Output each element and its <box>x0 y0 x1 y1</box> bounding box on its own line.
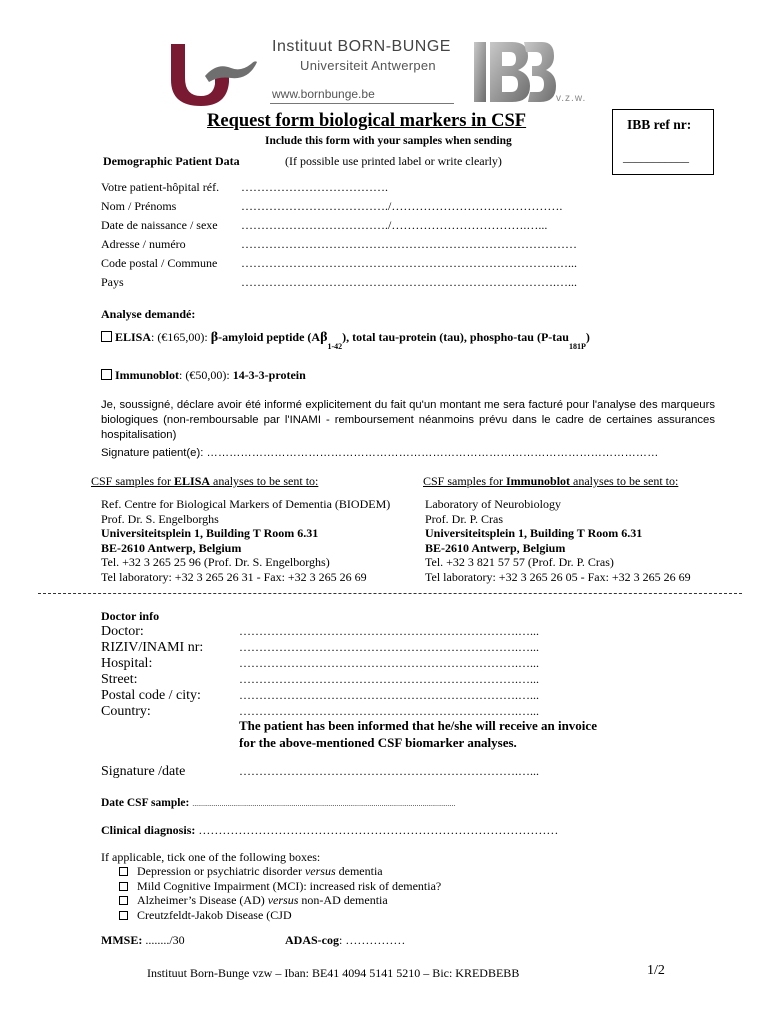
field-label: Hospital: <box>101 656 153 671</box>
page-title: Request form biological markers in CSF <box>207 111 527 131</box>
immunoblot-price: : (€50,00): <box>179 368 233 382</box>
clinical-diagnosis-label: Clinical diagnosis: <box>101 823 196 837</box>
immunoblot-address <box>425 497 691 584</box>
website-link[interactable]: www.bornbunge.be <box>272 87 375 101</box>
doctor-field-hospital[interactable] <box>101 656 539 672</box>
field-dots[interactable]: ………………………………./…………………………….…... <box>241 218 548 232</box>
page-number: 1/2 <box>647 963 665 978</box>
doctor-field-postal[interactable] <box>101 688 539 704</box>
clinical-diagnosis-row[interactable] <box>101 823 558 838</box>
tick-text: versus <box>267 893 299 907</box>
elisa-text: ) <box>585 330 590 344</box>
field-dots[interactable]: …………………………………………………………….…... <box>239 640 539 654</box>
beta-symbol: β <box>320 330 328 345</box>
address-line: Ref. Centre for Biological Markers of Dementia (BIODEM) <box>101 497 391 511</box>
address-line: Universiteitsplein 1, Building T Room 6.31 <box>425 526 643 540</box>
university-name: Universiteit Antwerpen <box>300 58 436 73</box>
website-underline <box>270 103 454 104</box>
tick-item-ad[interactable] <box>119 893 441 908</box>
patient-field-postal[interactable] <box>101 256 577 271</box>
patient-field-address[interactable] <box>101 237 577 252</box>
address-line: Universiteitsplein 1, Building T Room 6.31 <box>101 526 319 540</box>
address-line: Tel laboratory: +32 3 265 26 31 - Fax: +32 3 265 26 69 <box>101 569 367 584</box>
cut-line-divider <box>38 593 742 594</box>
field-dots[interactable]: …………………………………………………………….…... <box>239 656 539 670</box>
doctor-signature-dots[interactable]: …………………………………………………………….…... <box>239 764 539 778</box>
elisa-price: : (€165,00): <box>151 330 211 344</box>
institute-name: Instituut BORN-BUNGE <box>272 38 451 55</box>
tick-item-mci[interactable] <box>119 879 441 894</box>
immunoblot-shipping-heading <box>423 474 678 489</box>
tick-text: dementia <box>335 864 383 878</box>
doctor-signature-label: Signature /date <box>101 764 186 779</box>
patient-informed-notice: The patient has been informed that he/she will receive an invoice for the above-mentioned CSF biomarker analyses. <box>239 718 597 750</box>
field-dots[interactable]: ………………………………………………………………………… <box>241 237 577 251</box>
patient-signature-label: Signature patient(e): <box>101 447 207 459</box>
tick-checkbox[interactable] <box>119 882 128 891</box>
field-label: Pays <box>101 275 124 289</box>
field-label: Code postal / Commune <box>101 256 218 270</box>
field-dots[interactable]: ………………………………. <box>241 180 388 194</box>
immunoblot-label: Immunoblot <box>115 368 180 382</box>
heading-part: Immunoblot <box>506 474 571 488</box>
heading-part: CSF samples for <box>91 474 175 488</box>
field-label: Doctor: <box>101 624 144 639</box>
field-label: Postal code / city: <box>101 688 201 703</box>
page-subtitle: Include this form with your samples when sending <box>265 135 512 147</box>
tick-text: Alzheimer’s Disease (AD) <box>137 893 268 907</box>
ibb-ref-field[interactable]: ___________ <box>623 150 689 164</box>
field-dots[interactable]: …………………………………………………………………….…... <box>241 275 577 289</box>
footer-bank-info: Instituut Born-Bunge vzw – Iban: BE41 4094 5141 5210 – Bic: KREDBEBB <box>147 966 520 980</box>
field-label: Adresse / numéro <box>101 237 186 251</box>
ibb-ref-box <box>612 109 714 175</box>
immunoblot-option[interactable] <box>101 368 306 383</box>
field-dots[interactable]: …………………………………………………………….…... <box>239 672 539 686</box>
doctor-field-name[interactable] <box>101 624 539 640</box>
tick-text: Creutzfeldt-Jakob Disease (CJD <box>137 907 292 922</box>
elisa-checkbox[interactable] <box>101 331 112 342</box>
tick-checkbox[interactable] <box>119 896 128 905</box>
doctor-field-street[interactable] <box>101 672 539 688</box>
mmse-value[interactable]: ......../30 <box>142 933 185 947</box>
tick-checkbox[interactable] <box>119 911 128 920</box>
tick-text: Depression or psychiatric disorder <box>137 864 305 878</box>
elisa-label: ELISA <box>115 330 152 344</box>
analysis-heading: Analyse demandé: <box>101 307 196 321</box>
patient-field-ref[interactable] <box>101 180 388 195</box>
field-label: Date de naissance / sexe <box>101 218 218 232</box>
immunoblot-checkbox[interactable] <box>101 369 112 380</box>
address-line: Laboratory of Neurobiology <box>425 497 561 511</box>
tick-item-cjd[interactable] <box>119 908 441 923</box>
mmse-label: MMSE: <box>101 933 143 947</box>
ibb-ref-label: IBB ref nr: <box>627 117 692 132</box>
field-label: Votre patient-hôpital réf. <box>101 180 220 194</box>
patient-hint: (If possible use printed label or write clearly) <box>285 154 502 168</box>
elisa-text: ), total tau-protein (tau), phospho-tau (P-tau <box>342 330 569 344</box>
elisa-sub: 181P <box>568 342 586 351</box>
patient-signature-row[interactable] <box>101 447 658 459</box>
heading-part: analyses to be sent to: <box>570 474 679 488</box>
address-line: Tel. +32 3 265 25 96 (Prof. Dr. S. Engelborghs) <box>101 555 330 569</box>
address-line: BE-2610 Antwerp, Belgium <box>101 540 242 555</box>
address-line: Prof. Dr. P. Cras <box>425 511 504 526</box>
beta-symbol: β <box>210 330 219 345</box>
address-line: BE-2610 Antwerp, Belgium <box>425 540 566 555</box>
tick-checkbox[interactable] <box>119 867 128 876</box>
field-label: Street: <box>101 672 138 687</box>
field-dots[interactable]: …………………………………………………………………….…... <box>241 256 577 270</box>
adas-value[interactable]: : …………… <box>339 933 406 947</box>
adas-label: ADAS-cog <box>285 933 339 947</box>
declaration-text: Je, soussigné, déclare avoir été informé explicitement du fait qu'un montant me sera facturé pour l'analyse des marqueurs biologiques (non-remboursable par l'INAMI - remboursement néanmoins prévu dans le cadre de certaines assurances hospitalisation) <box>101 399 715 441</box>
date-csf-dots[interactable]: ....................................................................................................................................... <box>192 800 456 808</box>
vzw-label: v.z.w. <box>556 93 587 104</box>
field-label: RIZIV/INAMI nr: <box>101 640 204 655</box>
patient-signature-dots[interactable]: ………………………………………………………………………………………………………… <box>206 447 659 459</box>
field-dots[interactable]: …………………………………………………………….…... <box>239 624 539 638</box>
tick-text: Mild Cognitive Impairment (MCI): increased risk of dementia? <box>137 878 442 893</box>
field-dots[interactable]: ………………………………./……………………………………. <box>241 199 563 213</box>
tick-intro: If applicable, tick one of the following boxes: <box>101 850 321 864</box>
heading-part: CSF samples for <box>423 474 507 488</box>
born-bunge-logo-icon <box>165 40 260 108</box>
elisa-text: -amyloid peptide (A <box>218 330 321 344</box>
patient-heading: Demographic Patient Data <box>103 154 240 168</box>
address-line: Tel laboratory: +32 3 265 26 05 - Fax: +32 3 265 26 69 <box>425 569 691 584</box>
doctor-field-riziv[interactable] <box>101 640 539 656</box>
date-csf-row[interactable] <box>101 795 456 810</box>
tick-text: non-AD dementia <box>298 893 388 907</box>
mmse-row[interactable] <box>101 933 185 948</box>
field-label: Nom / Prénoms <box>101 199 177 213</box>
clinical-diagnosis-dots[interactable]: ……………………………………………………………………………… <box>198 823 559 837</box>
heading-part: ELISA <box>174 474 211 488</box>
ibb-logo-icon <box>472 40 556 104</box>
field-label: Country: <box>101 704 151 719</box>
tick-text: versus <box>304 864 336 878</box>
patient-field-country[interactable] <box>101 275 577 290</box>
elisa-sub: 1-42 <box>327 342 343 351</box>
field-dots[interactable]: …………………………………………………………….…... <box>239 688 539 702</box>
field-dots[interactable]: …………………………………………………………….…... <box>239 704 539 718</box>
tick-list <box>119 864 441 922</box>
tick-item-depression[interactable] <box>119 864 441 879</box>
doctor-heading: Doctor info <box>101 609 160 623</box>
heading-part: analyses to be sent to: <box>210 474 319 488</box>
adas-row[interactable] <box>285 933 405 948</box>
patient-field-birth[interactable] <box>101 218 547 233</box>
date-csf-label: Date CSF sample: <box>101 797 190 809</box>
address-line: Prof. Dr. S. Engelborghs <box>101 511 219 526</box>
elisa-shipping-heading <box>91 474 318 489</box>
patient-field-name[interactable] <box>101 199 562 214</box>
address-line: Tel. +32 3 821 57 57 (Prof. Dr. P. Cras) <box>425 555 614 569</box>
elisa-option[interactable] <box>101 330 590 351</box>
doctor-signature-row[interactable] <box>101 764 539 780</box>
immunoblot-item: 14-3-3-protein <box>232 368 306 382</box>
elisa-address <box>101 497 390 584</box>
